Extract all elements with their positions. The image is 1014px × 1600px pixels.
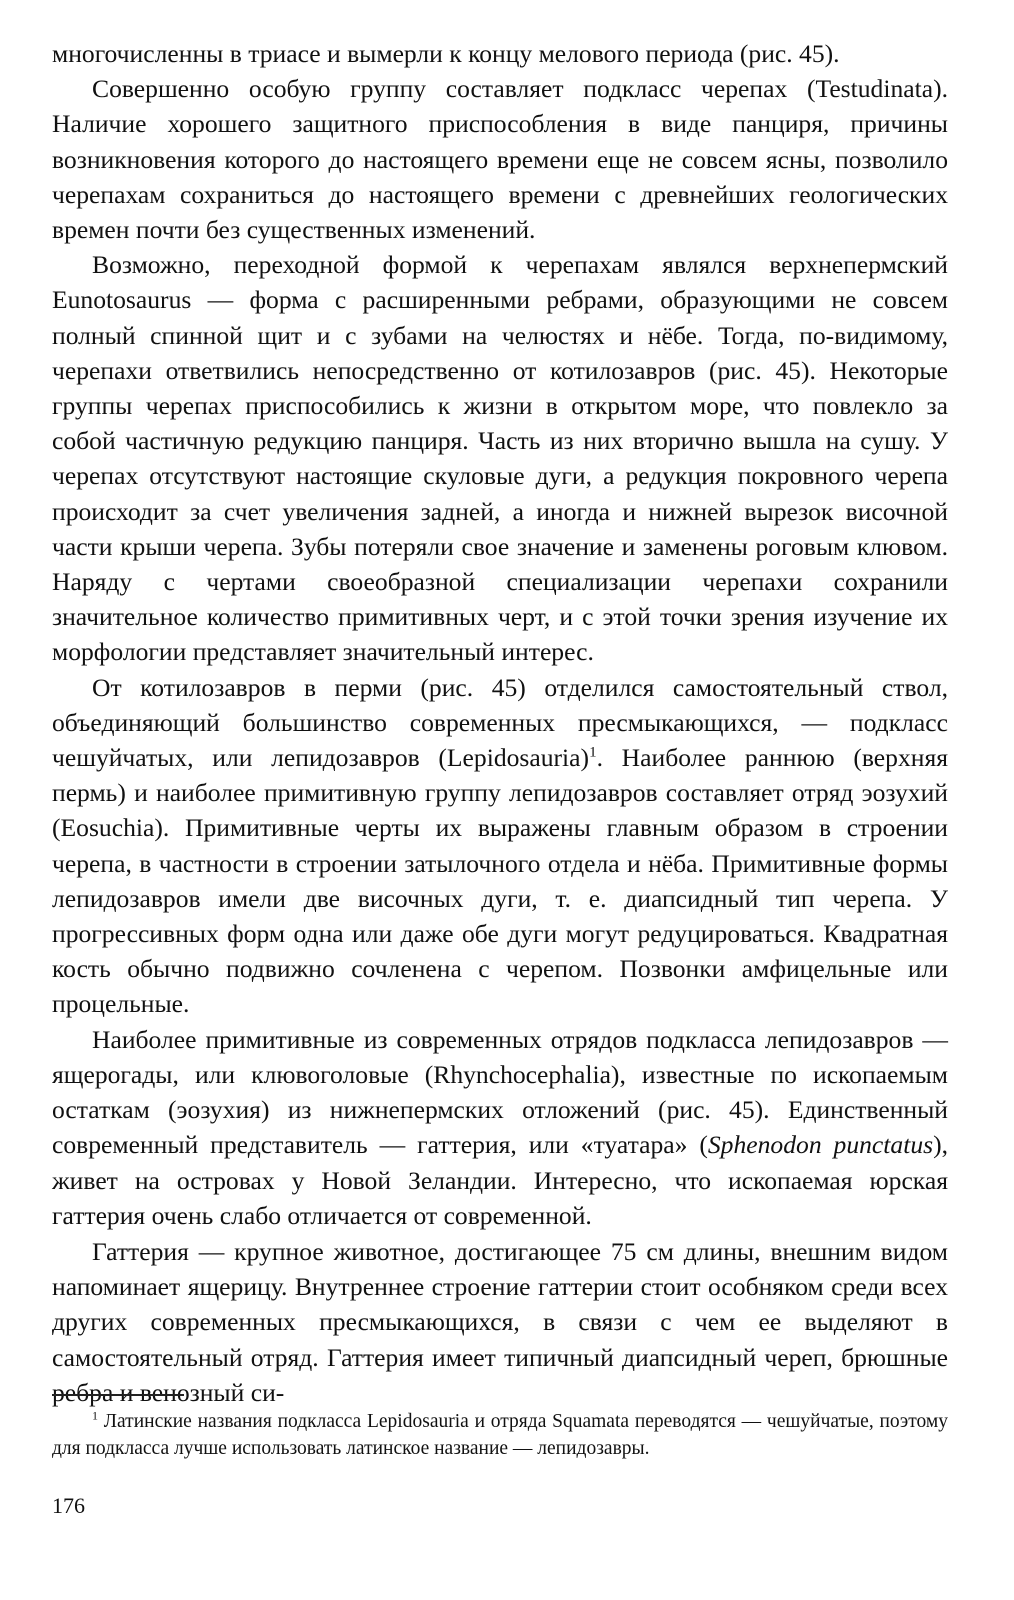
page-number: 176 <box>52 1493 85 1518</box>
footnote-divider <box>52 1394 184 1396</box>
footnote-marker: 1 <box>92 1408 98 1423</box>
paragraph-lepidosauria <box>52 670 948 1022</box>
paragraph-eunotosaurus: Возможно, переходной формой к черепахам являлся верхнепермский Eunotosaurus — форма с расширенными ребрами, образующими не совсем полный спинной щит и с зубами на челюстях и нёбе. Тогда, по-видимому, черепахи ответвились непосредственно от котилозавров (рис. 45). Некоторые группы черепах приспособились к жизни в открытом море, что повлекло за собой частичную редукцию панциря. Часть из них вторично вышла на сушу. У черепах отсутствуют настоящие скуловые дуги, а редукция покровного черепа происходит за счет увеличения задней, а иногда и нижней вырезок височной части крыши черепа. Зубы потеряли свое значение и заменены роговым клювом. Наряду с чертами своеобразной специализации черепахи сохранили значительное количество примитивных черт, и с этой точки зрения изучение их морфологии представляет значительный интерес. <box>52 250 948 667</box>
paragraph-continuation: многочисленны в триасе и вымерли к концу мелового периода (рис. 45). <box>52 39 840 68</box>
paragraph-rhynchocephalia-part1: Наиболее примитивные из современных отрядов подкласса лепидозавров — ящерогады, или клювоголовые (Rhynchocephalia), известные по ископаемым остаткам (эозухия) из нижнепермских отложений (рис. 45). Единственный современный представитель — гаттерия, или «туатара» ( <box>52 1024 948 1160</box>
species-name: Sphenodon punctatus <box>707 1130 934 1160</box>
main-text <box>52 36 948 1410</box>
footnote <box>52 1408 948 1462</box>
paragraph-testudinata: Совершенно особую группу составляет подкласс черепах (Testudinata). Наличие хорошего защитного приспособления в виде панциря, причины возникновения которого до настоящего времени еще не совсем ясны, позволило черепахам сохраниться до настоящего времени с древнейших геологических времен почти без существенных изменений. <box>52 74 948 245</box>
footnote-ref[interactable]: 1 <box>589 744 597 761</box>
paragraph-hatteria: Гаттерия — крупное животное, достигающее 75 см длины, внешним видом напоминает ящерицу. Внутреннее строение гаттерии стоит особняком среди всех других современных пресмыкающихся, в связи с чем ее выделяют в самостоятельный отряд. Гаттерия имеет типичный диапсидный череп, брюшные ребра и венозный си- <box>52 1236 948 1407</box>
paragraph-lepidosauria-part2: . Наиболее раннюю (верхняя пермь) и наиболее примитивную группу лепидозавров составляет отряд эозухий (Eosuchia). Примитивные черты их выражены главным образом в строении черепа, в частности в строении затылочного отдела и нёба. Примитивные формы лепидозавров имели две височных дуги, т. е. диапсидный тип черепа. У прогрессивных форм одна или даже обе дуги могут редуцироваться. Квадратная кость обычно подвижно сочленена с черепом. Позвонки амфицельные или процельные. <box>52 743 948 1019</box>
paragraph-rhynchocephalia-part2: ), живет на островах у Новой Зеландии. Интересно, что ископаемая юрская гаттерия очень слабо отличается от современной. <box>52 1130 948 1230</box>
paragraph-rhynchocephalia <box>52 1022 948 1233</box>
page-body <box>52 36 948 1410</box>
footnote-text: Латинские названия подкласса Lepidosauria и отряда Squamata переводятся — чешуйчатые, поэтому для подкласса лучше использовать латинское название — лепидозавры. <box>52 1411 949 1459</box>
paragraph-lepidosauria-part1: От котилозавров в перми (рис. 45) отделился самостоятельный ствол, объединяющий большинство современных пресмыкающихся, — подкласс чешуйчатых, или лепидозавров (Lepidosauria) <box>52 672 948 773</box>
